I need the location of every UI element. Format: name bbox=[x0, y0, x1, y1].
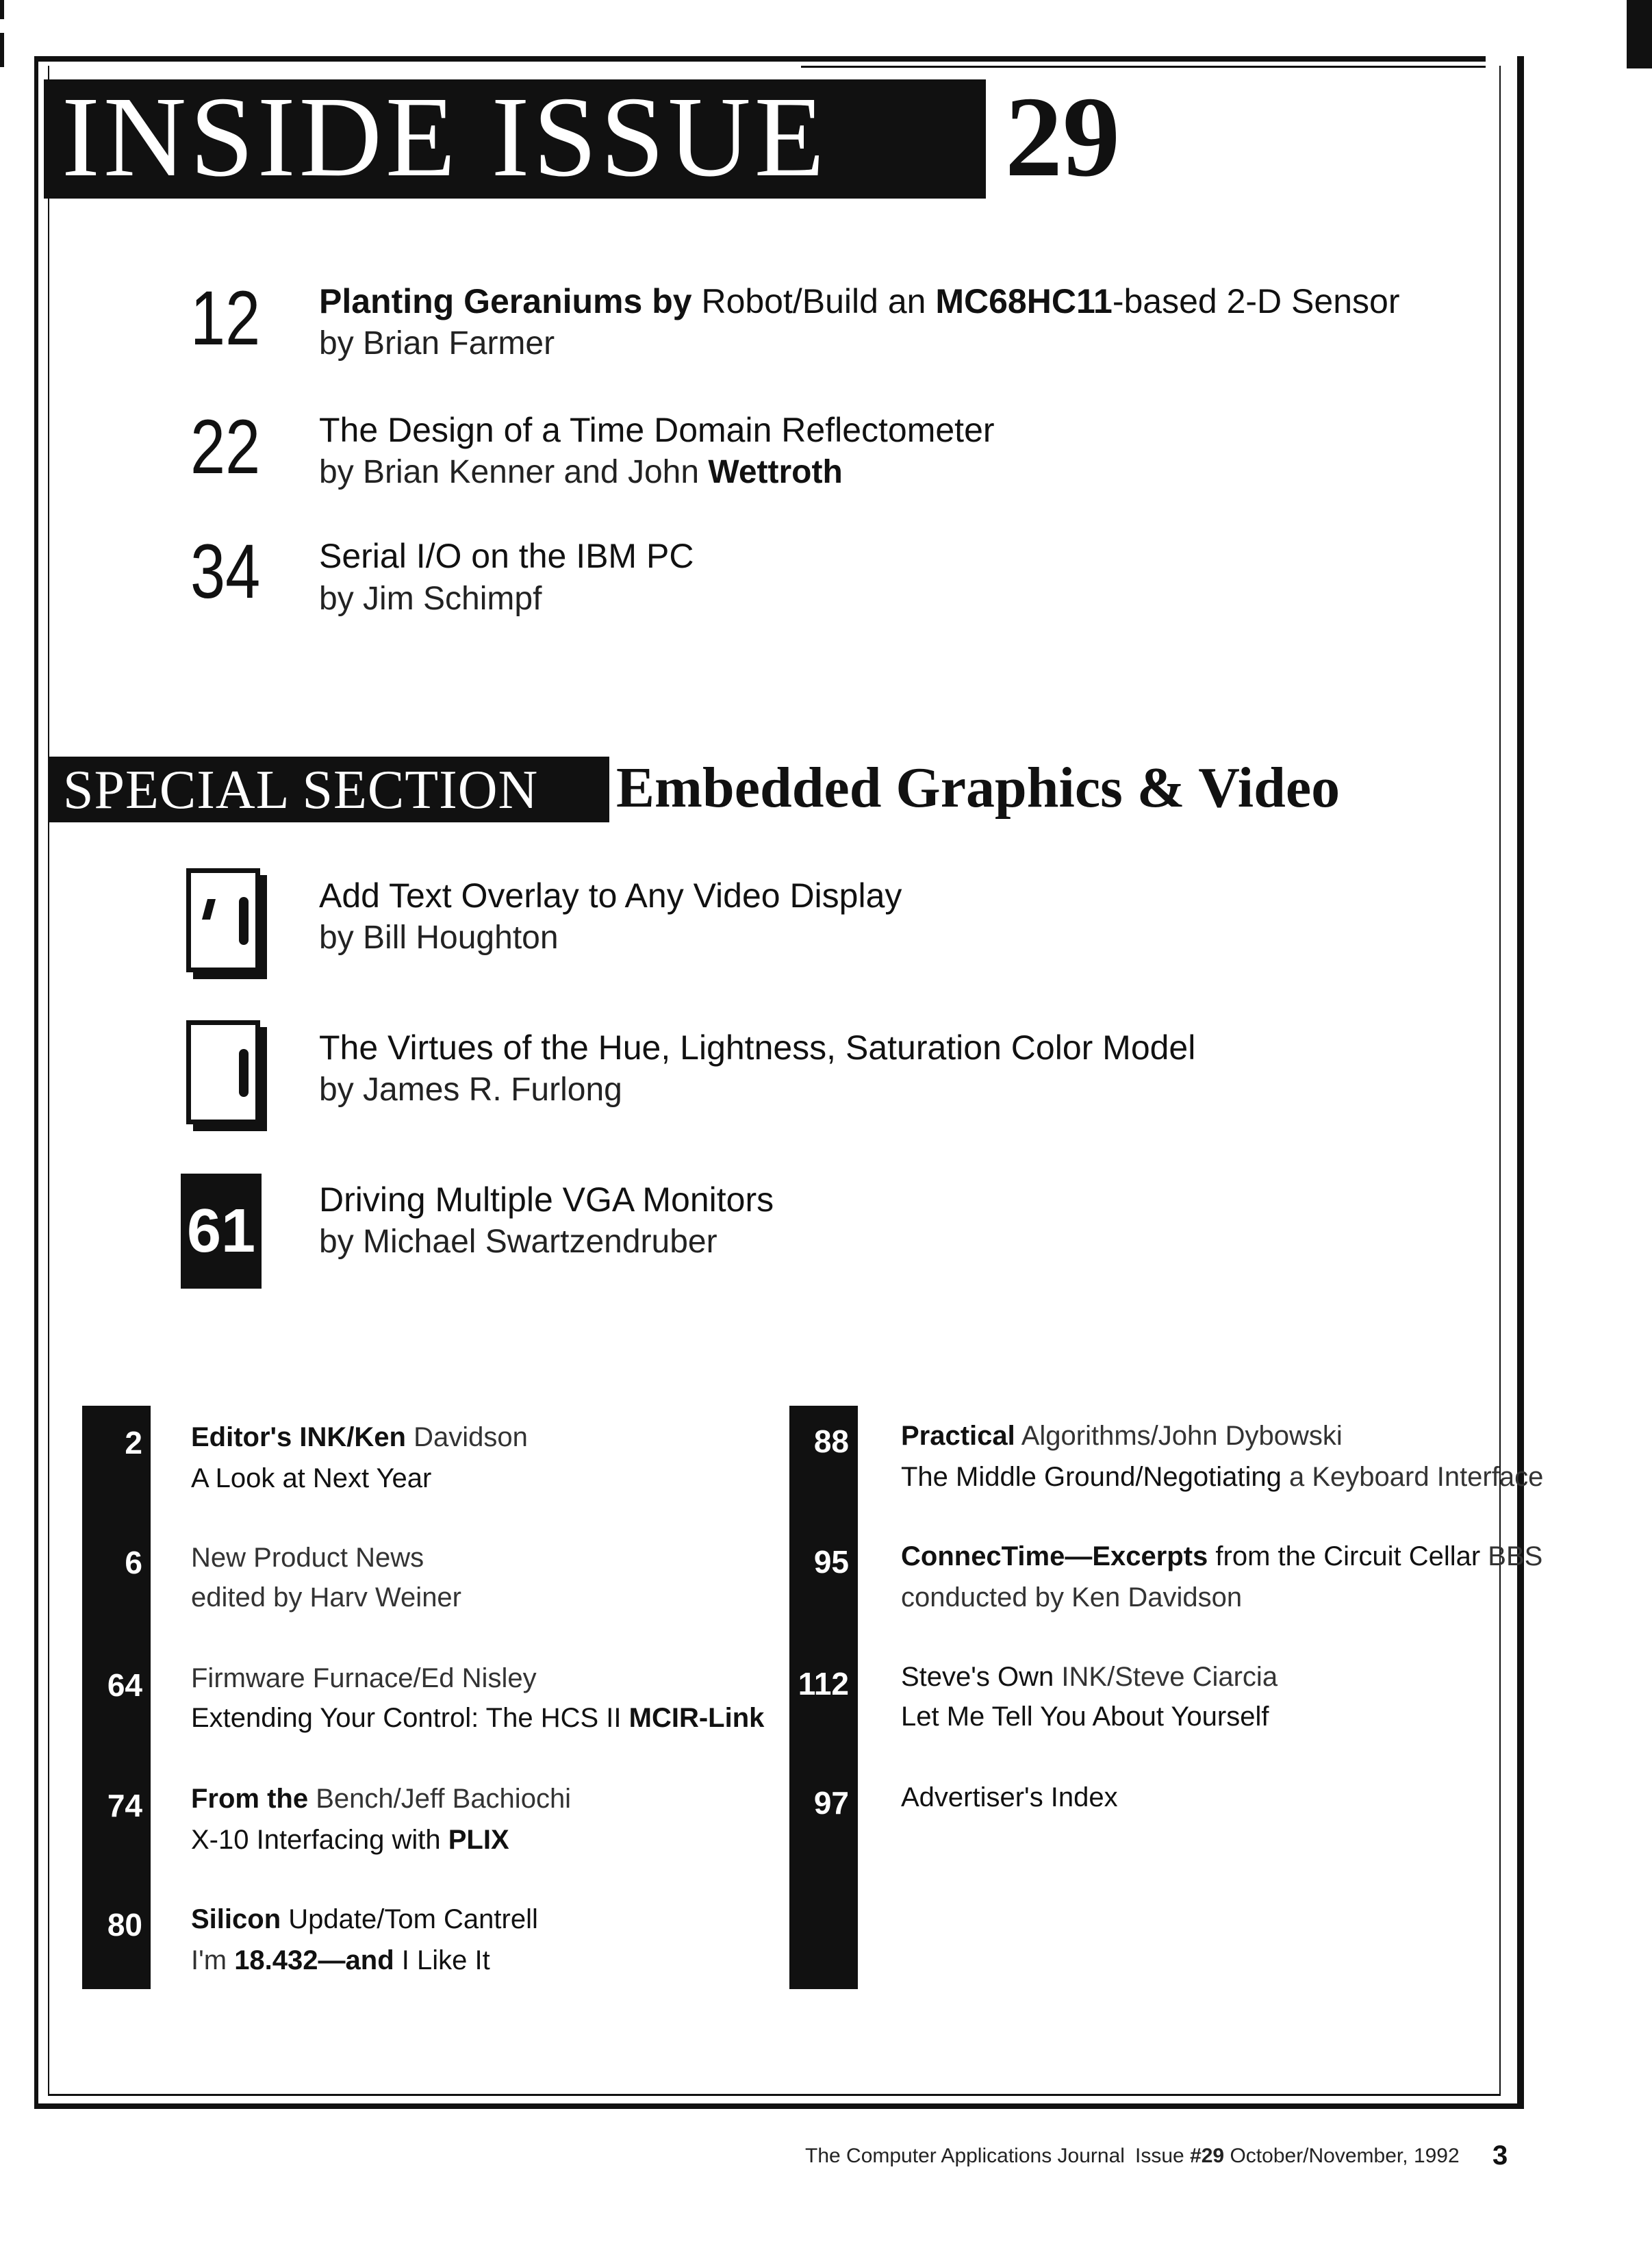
issue-number: 29 bbox=[1005, 73, 1120, 201]
department-page-number: 97 bbox=[813, 1785, 849, 1821]
special-article-author: by James R. Furlong bbox=[319, 1072, 622, 1108]
department-title-bold: Silicon bbox=[191, 1904, 281, 1934]
edge-mark bbox=[0, 33, 4, 67]
footer-year: 1992 bbox=[1413, 2145, 1460, 2167]
feature-title-bold: Planting Geraniums by bbox=[319, 282, 692, 320]
feature-title-part: Robot/Build an bbox=[691, 282, 936, 320]
department-title[interactable]: Firmware Furnace/Ed Nisley bbox=[191, 1663, 537, 1693]
feature-author: by Brian Farmer bbox=[319, 325, 555, 362]
department-subtitle: Let Me Tell You About Yourself bbox=[901, 1702, 1269, 1732]
department-page-number: 2 bbox=[125, 1425, 142, 1461]
department-title-part: Algorithms/John Dybowski bbox=[1015, 1421, 1343, 1451]
department-page-number: 74 bbox=[107, 1788, 142, 1823]
department-subtitle-text: I'm bbox=[191, 1945, 235, 1975]
page-number: 3 bbox=[1492, 2140, 1508, 2171]
page-icon bbox=[186, 1020, 260, 1124]
department-page-number: 64 bbox=[107, 1667, 142, 1703]
feature-page-number: 34 bbox=[190, 529, 261, 614]
department-subtitle: conducted by Ken Davidson bbox=[901, 1582, 1243, 1613]
corner-mark bbox=[1627, 0, 1652, 68]
department-title-bold: Editor's INK/Ken bbox=[191, 1422, 406, 1452]
special-article-title[interactable]: Add Text Overlay to Any Video Display bbox=[319, 876, 902, 915]
department-title[interactable] bbox=[901, 1538, 1542, 1575]
feature-author-text: by Brian Kenner and John bbox=[319, 454, 709, 490]
department-subtitle-part: a Keyboard Interface bbox=[1281, 1462, 1544, 1492]
department-subtitle bbox=[191, 1821, 509, 1858]
special-section-label: SPECIAL SECTION bbox=[63, 760, 539, 820]
department-page-number: 6 bbox=[125, 1545, 142, 1580]
department-title-part: from the Circuit Cellar bbox=[1208, 1541, 1481, 1571]
department-subtitle bbox=[901, 1458, 1543, 1495]
special-article-author: by Bill Houghton bbox=[319, 920, 559, 956]
special-article-page-number: 61 bbox=[181, 1174, 262, 1289]
department-title-part: Davidson bbox=[405, 1422, 528, 1452]
department-title[interactable]: New Product News bbox=[191, 1543, 424, 1573]
department-title[interactable]: Advertiser's Index bbox=[901, 1782, 1118, 1812]
department-title[interactable] bbox=[191, 1901, 538, 1938]
department-page-number: 88 bbox=[813, 1424, 849, 1459]
department-title-bold: ConnecTime—Excerpts bbox=[901, 1541, 1208, 1571]
department-title-part: Bench/Jeff Bachiochi bbox=[308, 1784, 572, 1814]
department-title-bold: Practical bbox=[901, 1421, 1015, 1451]
edge-mark bbox=[0, 0, 4, 19]
department-title[interactable] bbox=[191, 1419, 528, 1456]
department-subtitle bbox=[191, 1699, 764, 1736]
feature-title-bold: MC68HC11 bbox=[935, 282, 1113, 320]
department-subtitle-bold: MCIR-Link bbox=[628, 1703, 765, 1733]
department-subtitle: A Look at Next Year bbox=[191, 1463, 432, 1493]
feature-title[interactable]: The Design of a Time Domain Reflectometer bbox=[319, 411, 995, 449]
department-page-number: 95 bbox=[813, 1544, 849, 1580]
department-page-number: 80 bbox=[107, 1907, 142, 1943]
feature-page-number: 22 bbox=[190, 404, 261, 490]
department-subtitle-bold: PLIX bbox=[448, 1825, 509, 1855]
special-section-title: Embedded Graphics & Video bbox=[616, 756, 1340, 820]
department-title-bold: From the bbox=[191, 1784, 309, 1814]
special-article-title[interactable]: The Virtues of the Hue, Lightness, Saturation Color Model bbox=[319, 1028, 1196, 1067]
footer-issue-number: #29 bbox=[1190, 2145, 1225, 2167]
department-subtitle-part: I Like It bbox=[394, 1945, 490, 1975]
department-title[interactable] bbox=[191, 1780, 571, 1817]
department-title-part: Update/Tom Cantrell bbox=[281, 1904, 538, 1934]
special-article-title[interactable]: Driving Multiple VGA Monitors bbox=[319, 1180, 774, 1219]
department-title-part: INK/Steve Ciarcia bbox=[1054, 1662, 1278, 1692]
department-page-number: 112 bbox=[798, 1666, 849, 1702]
page-title: INSIDE ISSUE bbox=[62, 73, 828, 201]
department-title-part: BBS bbox=[1480, 1541, 1543, 1571]
feature-title[interactable]: Serial I/O on the IBM PC bbox=[319, 537, 694, 575]
feature-title[interactable] bbox=[319, 281, 1399, 322]
feature-title-part: -based 2-D Sensor bbox=[1112, 282, 1400, 320]
department-subtitle: edited by Harv Weiner bbox=[191, 1582, 461, 1613]
footer-journal: The Computer Applications Journal bbox=[805, 2145, 1125, 2167]
department-title[interactable] bbox=[901, 1417, 1343, 1454]
feature-author-bold: Wettroth bbox=[708, 454, 843, 490]
department-subtitle-text: Extending Your Control: The HCS II bbox=[191, 1703, 629, 1733]
page-icon bbox=[186, 868, 260, 972]
department-subtitle-text: The Middle Ground/Negotiating bbox=[901, 1462, 1282, 1492]
feature-page-number: 12 bbox=[190, 275, 261, 361]
department-subtitle-text: X-10 Interfacing with bbox=[191, 1825, 448, 1855]
footer-date: October/November, bbox=[1230, 2145, 1408, 2167]
department-subtitle-bold: 18.432—and bbox=[234, 1945, 394, 1975]
feature-author bbox=[319, 452, 843, 493]
special-article-author: by Michael Swartzendruber bbox=[319, 1224, 717, 1260]
department-title-text: Steve's Own bbox=[901, 1662, 1054, 1692]
footer-issue bbox=[1135, 2145, 1460, 2168]
department-subtitle bbox=[191, 1942, 490, 1979]
department-title[interactable] bbox=[901, 1658, 1278, 1695]
feature-author: by Jim Schimpf bbox=[319, 581, 542, 617]
footer-issue-prefix: Issue bbox=[1135, 2145, 1184, 2167]
